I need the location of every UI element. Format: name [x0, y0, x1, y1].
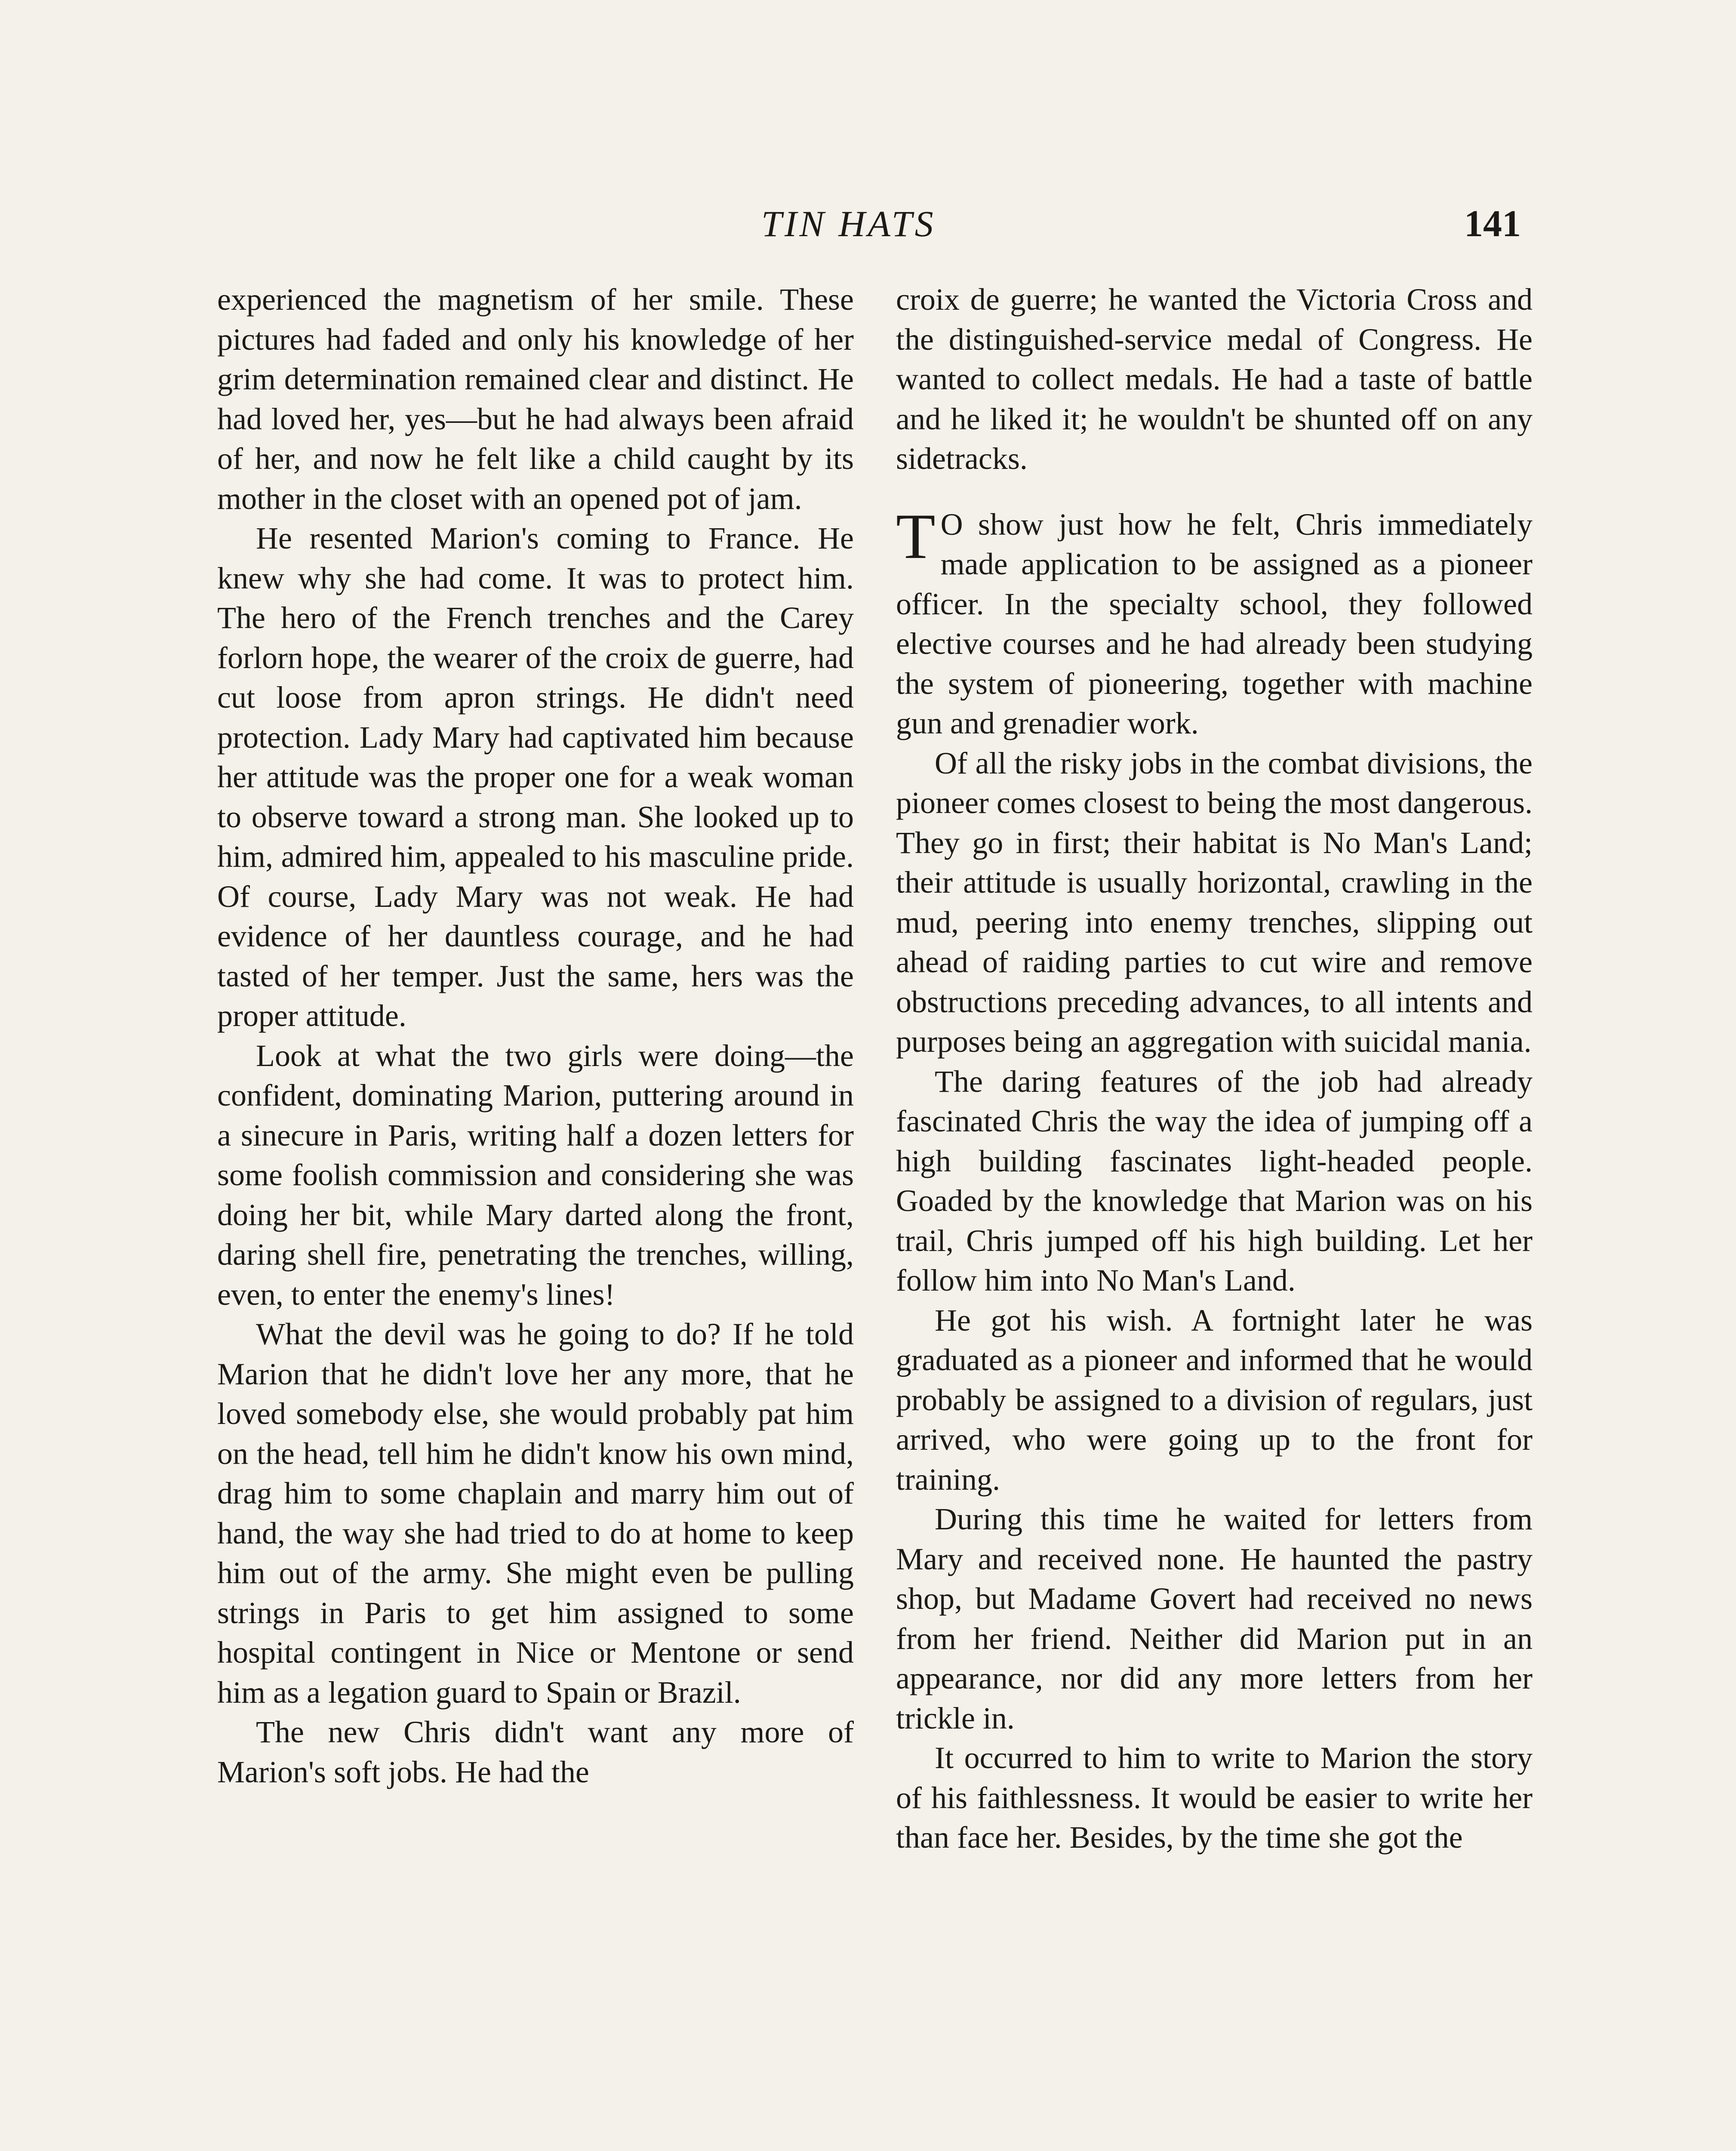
paragraph: He got his wish. A fortnight later he was graduated as a pioneer and informed that he would probably be assigned to a division of regulars, just arrived, who were going up to the front for training. [896, 1303, 1533, 1497]
paragraph: Of all the risky jobs in the combat divisions, the pioneer comes closest to being the most dangerous. They go in first; their habitat is No Man's Land; their attitude is usually horizontal, crawling in the mud, peering into enemy trenches, slipping out ahead of raiding parties to cut wire and remove obstructions preceding advances, to all intents and purposes being an aggregation with suicidal mania. [896, 746, 1533, 1059]
running-head: TIN HATS [761, 203, 936, 244]
paragraph: It occurred to him to write to Marion the story of his faithlessness. It would be easier to write her than face her. Besides, by the time she got the [896, 1741, 1533, 1855]
paragraph: He resented Marion's coming to France. He knew why she had come. It was to protect him. The hero of the French trenches and the Carey forlorn hope, the wearer of the croix de guerre, had cut loose from apron strings. He didn't need protection. Lady Mary had captivated him because her attitude was the proper one for a weak woman to observe toward a strong man. She looked up to him, admired him, appealed to his masculine pride. Of course, Lady Mary was not weak. He had evidence of her dauntless courage, and he had tasted of her temper. Just the same, hers was the proper attitude. [217, 521, 854, 1033]
paragraph: During this time he waited for letters from Mary and received none. He haunted the pastry shop, but Madame Govert had received no news from her friend. Neither did Marion put in an appearance, nor did any more letters from her trickle in. [896, 1502, 1533, 1735]
paragraph-continuation: croix de guerre; he wanted the Victoria Cross and the distinguished-service medal of Congress. He wanted to collect medals. He had a taste of battle and he liked it; he wouldn't be shunted off on any sidetracks. [896, 282, 1533, 476]
right-column [896, 280, 1533, 1858]
paragraph: experienced the magnetism of her smile. These pictures had faded and only his knowledge of her grim determination remained clear and distinct. He had loved her, yes—but he had always been afraid of her, and now he felt like a child caught by its mother in the closet with an opened pot of jam. [217, 282, 854, 516]
left-column [217, 280, 854, 1792]
paragraph: What the devil was he going to do? If he told Marion that he didn't love her any more, that he loved somebody else, she would probably pat him on the head, tell him he didn't know his own mind, drag him to some chaplain and marry him out of hand, the way she had tried to do at home to keep him out of the army. She might even be pulling strings in Paris to get him assigned to some hospital contingent in Nice or Mentone or send him as a legation guard to Spain or Brazil. [217, 1317, 854, 1710]
paragraph: Look at what the two girls were doing—the confident, dominating Marion, puttering around in a sinecure in Paris, writing half a dozen letters for some foolish commission and considering she was doing her bit, while Mary darted along the front, daring shell fire, penetrating the trenches, willing, even, to enter the enemy's lines! [217, 1038, 854, 1312]
drop-cap: T [896, 500, 936, 572]
section-start-text: O show just how he felt, Chris immediately made application to be assigned as a pioneer officer. In the specialty school, they followed elective courses and he had already been studying the system of pioneering, together with machine gun and grenadier work. [896, 507, 1533, 740]
section-start-paragraph [896, 500, 1533, 743]
paragraph: The new Chris didn't want any more of Marion's soft jobs. He had the [217, 1715, 854, 1789]
page-number: 141 [1464, 203, 1521, 245]
paragraph: The daring features of the job had already fascinated Chris the way the idea of jumping off a high building fascinates light-headed people. Goaded by the knowledge that Marion was on his trail, Chris jumped off his high building. Let her follow him into No Man's Land. [896, 1064, 1533, 1297]
